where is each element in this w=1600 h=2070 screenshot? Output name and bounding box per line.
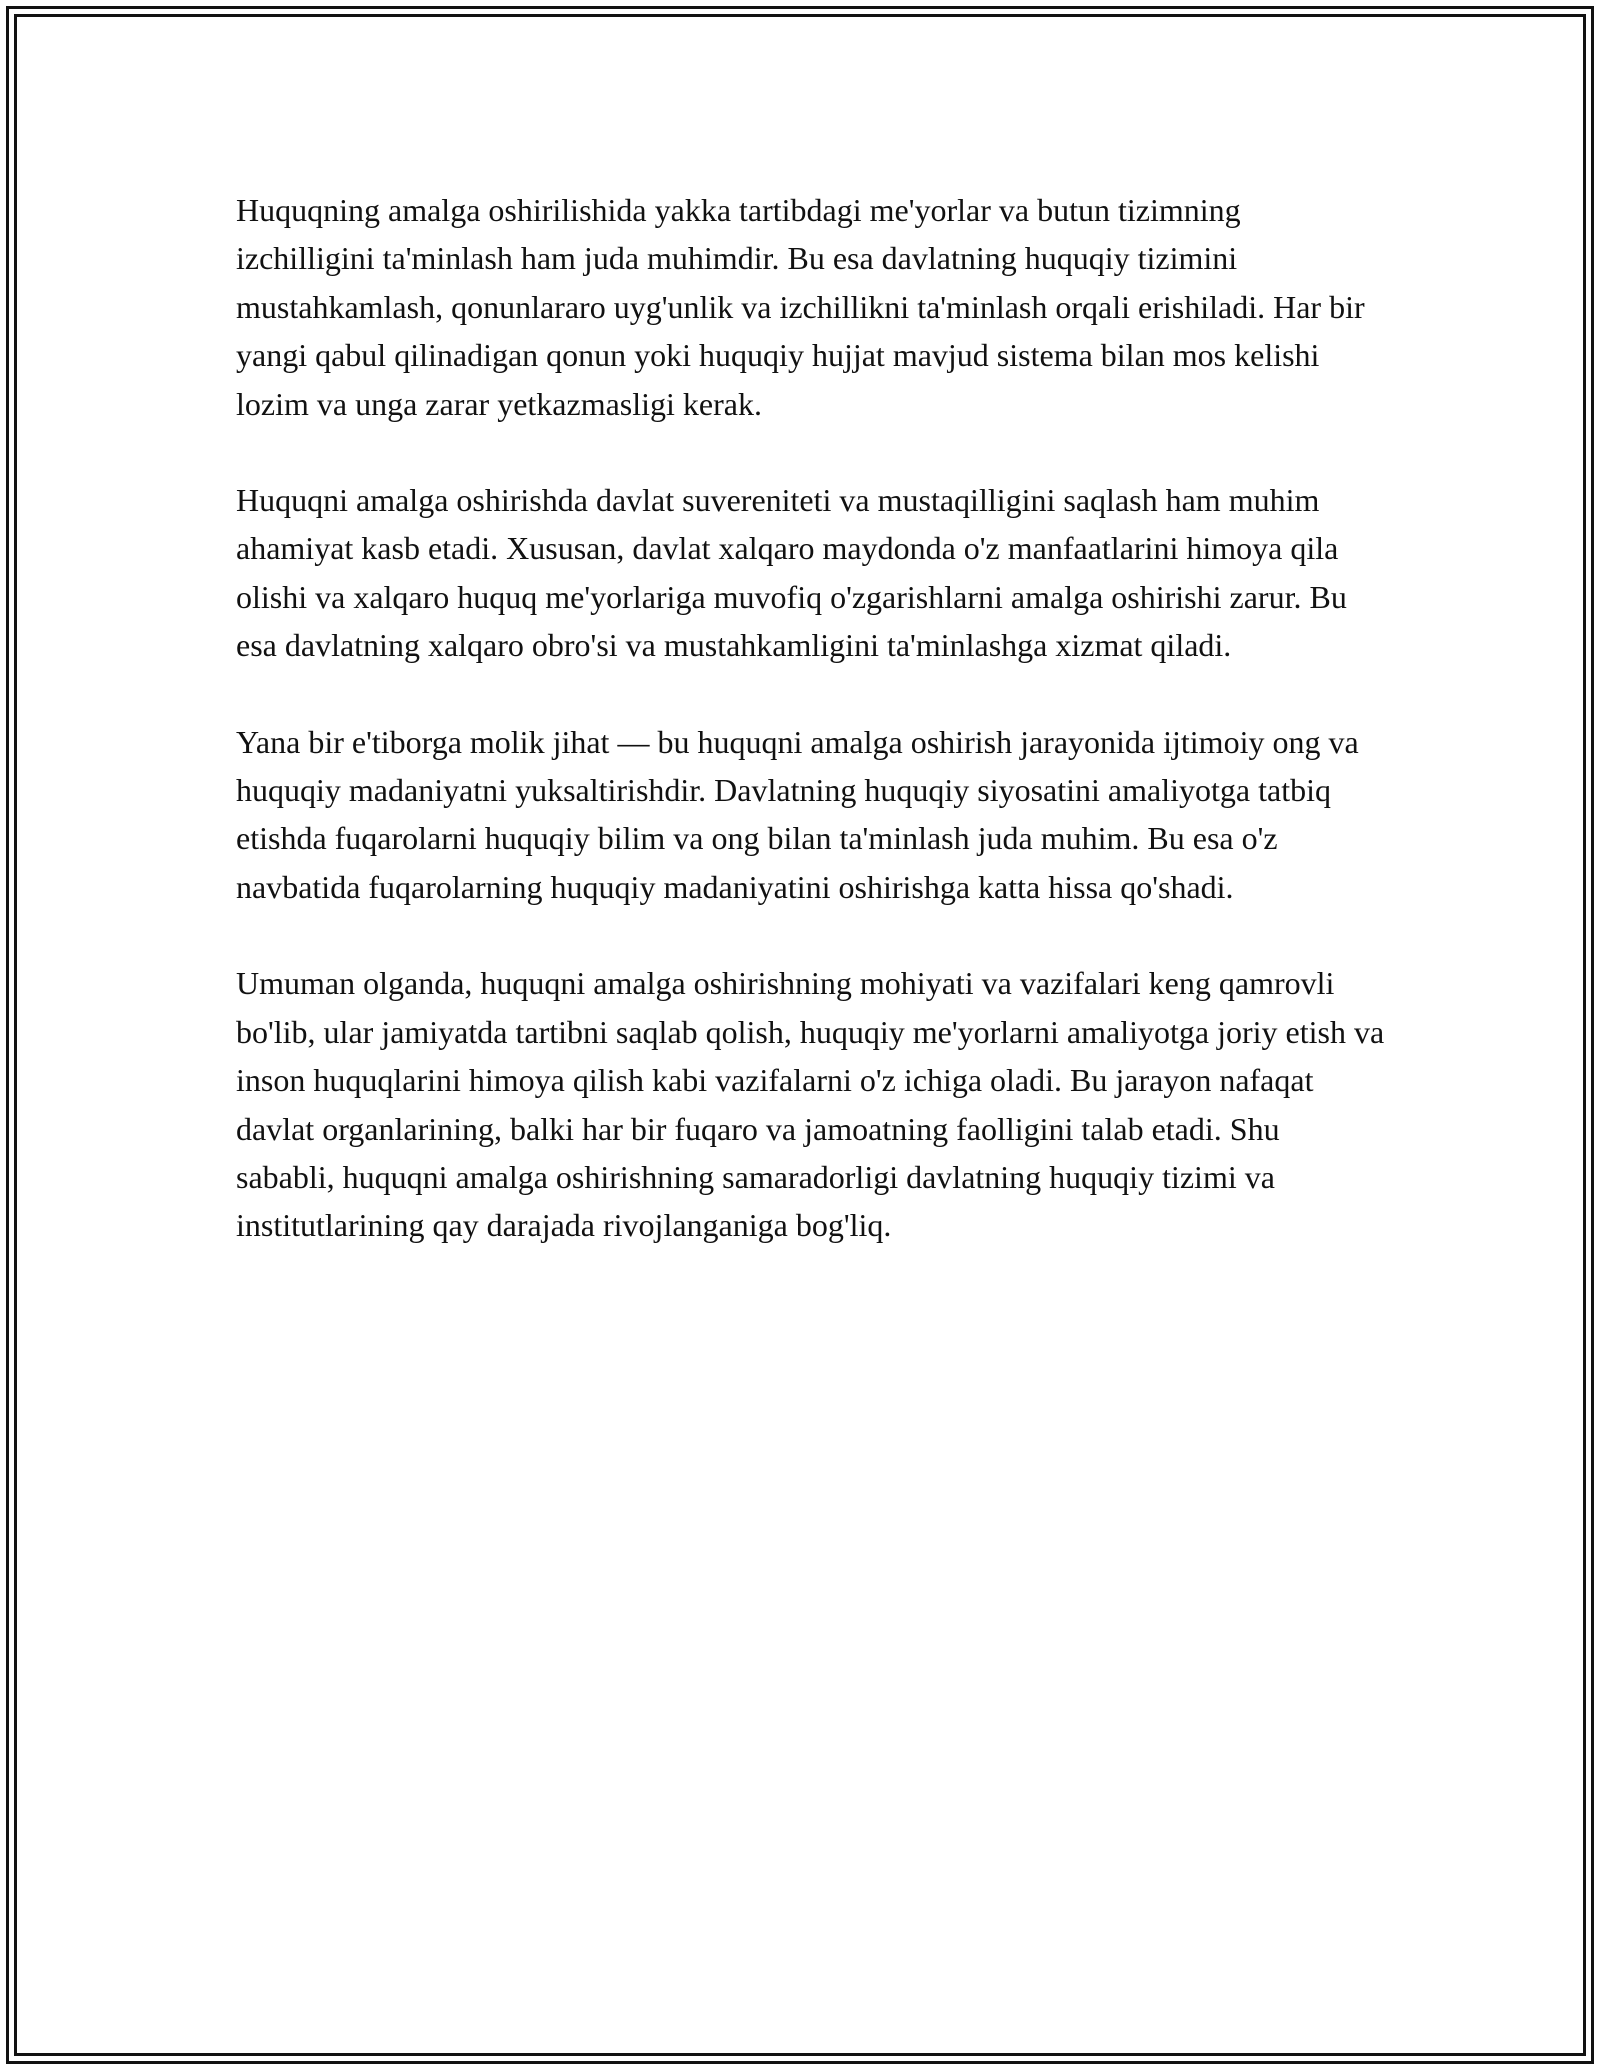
paragraph-3: Yana bir e'tiborga molik jihat — bu huquqni amalga oshirish jarayonida ijtimoiy ong va huquqiy madaniyatni yuksaltirishdir. Davlatning huquqiy siyosatini amaliyotga tatbiq etishda fuqarolarni huquqiy bilim va ong bilan ta'minlash juda muhim. Bu esa o'z navbatida fuqarolarning huquqiy madaniyatini oshirishga katta hissa qo'shadi. bbox=[236, 723, 1359, 905]
paragraph-1: Huquqning amalga oshirilishida yakka tartibdagi me'yorlar va butun tizimning izchilligini ta'minlash ham juda muhimdir. Bu esa davlatning huquqiy tizimini mustahkamlash, qonunlararo uyg'unlik va izchillikni ta'minlash orqali erishiladi. Har bir yangi qabul qilinadigan qonun yoki huquqiy hujjat mavjud sistema bilan mos kelishi lozim va unga zarar yetkazmasligi kerak. bbox=[236, 192, 1365, 422]
paragraph-4: Umuman olganda, huquqni amalga oshirishning mohiyati va vazifalari keng qamrovli bo'lib, ular jamiyatda tartibni saqlab qolish, huquqiy me'yorlarni amaliyotga joriy etish va inson huquqlarini himoya qilish kabi vazifalarni o'z ichiga oladi. Bu jarayon nafaqat davlat organlarining, balki har bir fuqaro va jamoatning faolligini talab etadi. Shu sababli, huquqni amalga oshirishning samaradorligi davlatning huquqiy tizimi va institutlarining qay darajada rivojlanganiga bog'liq. bbox=[236, 965, 1385, 1244]
document-body bbox=[236, 186, 1386, 1298]
paragraph-2: Huquqni amalga oshirishda davlat suvereniteti va mustaqilligini saqlash ham muhim ahamiyat kasb etadi. Xususan, davlat xalqaro maydonda o'z manfaatlarini himoya qila olishi va xalqaro huquq me'yorlariga muvofiq o'zgarishlarni amalga oshirishi zarur. Bu esa davlatning xalqaro obro'si va mustahkamligini ta'minlashga xizmat qiladi. bbox=[236, 482, 1347, 664]
